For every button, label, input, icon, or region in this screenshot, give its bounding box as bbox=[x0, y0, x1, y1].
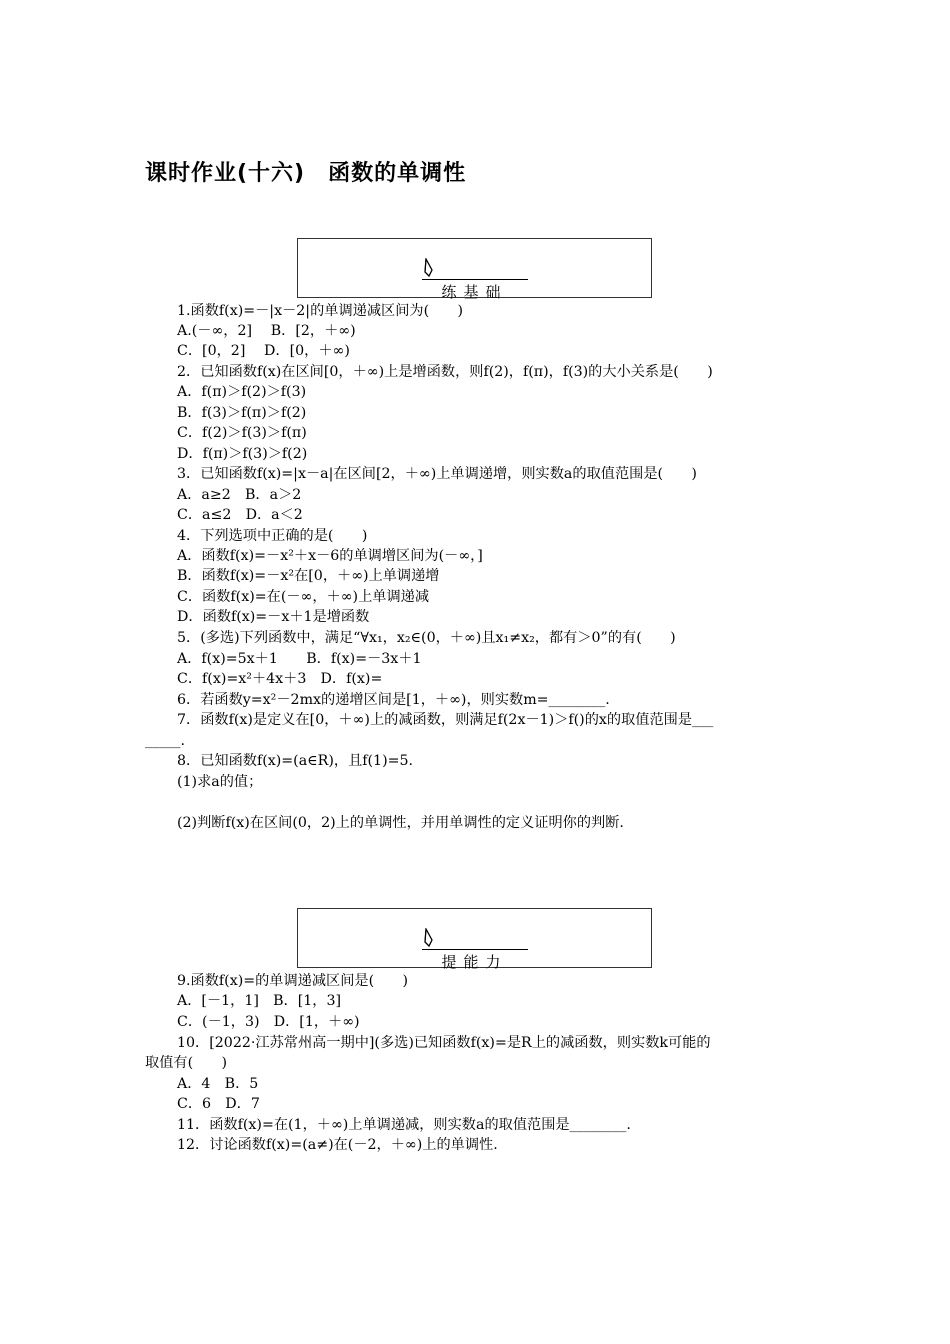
option-line: B．函数f(x)=－x²在[0，＋∞)上单调递增 bbox=[177, 568, 440, 584]
option-line: C．(－1，3) D．[1，＋∞) bbox=[177, 1014, 360, 1030]
section-rule bbox=[422, 949, 528, 950]
option-line: A.(－∞，2] B．[2，＋∞) bbox=[177, 323, 356, 339]
question-10-continued: 取值有( ) bbox=[145, 1055, 228, 1071]
question-2: 2．已知函数f(x)在区间[0，＋∞)上是增函数，则f(2)，f(π)，f(3)的大小关系是( ) bbox=[177, 364, 713, 380]
option-line: C．a≤2 D．a＜2 bbox=[177, 507, 303, 523]
question-7: 7．函数f(x)是定义在[0，＋∞)上的减函数，则满足f(2x－1)＞f()的x的取值范围是___ bbox=[177, 712, 714, 728]
option-line: C．函数f(x)=在(－∞，＋∞)上单调递减 bbox=[177, 589, 430, 605]
sub-question: (2)判断f(x)在区间(0，2)上的单调性，并用单调性的定义证明你的判断. bbox=[177, 815, 624, 831]
option-line: C．f(2)＞f(3)＞f(π) bbox=[177, 425, 307, 441]
option-line: A．[－1，1] B．[1，3] bbox=[177, 993, 342, 1009]
section-label: 练基础 bbox=[441, 283, 508, 301]
section-label: 提能力 bbox=[441, 953, 508, 971]
pencil-icon bbox=[423, 928, 435, 948]
pencil-icon bbox=[423, 258, 435, 278]
option-line: A．函数f(x)=－x²＋x－6的单调增区间为(－∞，] bbox=[177, 548, 483, 564]
question-8: 8．已知函数f(x)=(a∈R)，且f(1)=5. bbox=[177, 753, 414, 769]
option-line: C．f(x)=x²＋4x＋3 D．f(x)= bbox=[177, 671, 383, 687]
question-12: 12．讨论函数f(x)=(a≠)在(－2，＋∞)上的单调性. bbox=[177, 1137, 498, 1153]
section-rule bbox=[422, 279, 528, 280]
option-line: B．f(3)＞f(π)＞f(2) bbox=[177, 405, 307, 421]
page-title: 课时作业(十六) 函数的单调性 bbox=[145, 161, 467, 186]
question-1: 1.函数f(x)=－|x－2|的单调递减区间为( ) bbox=[177, 303, 464, 319]
option-line: A．4 B．5 bbox=[177, 1076, 259, 1092]
question-5: 5．(多选)下列函数中，满足“∀x₁，x₂∈(0，＋∞)且x₁≠x₂，都有＞0”的有( ) bbox=[177, 630, 676, 646]
sub-question: (1)求a的值； bbox=[177, 774, 263, 790]
option-line: A．f(π)＞f(2)＞f(3) bbox=[177, 384, 307, 400]
option-line: C．6 D．7 bbox=[177, 1096, 260, 1112]
question-7-continued: _____. bbox=[145, 733, 185, 749]
question-9: 9.函数f(x)=的单调递减区间是( ) bbox=[177, 973, 409, 989]
question-6: 6．若函数y=x²－2mx的递增区间是[1，＋∞)，则实数m=________. bbox=[177, 692, 610, 708]
option-line: A．f(x)=5x＋1 B．f(x)=－3x＋1 bbox=[177, 651, 422, 667]
option-line: A．a≥2 B．a＞2 bbox=[177, 487, 302, 503]
question-3: 3．已知函数f(x)=|x－a|在区间[2，＋∞)上单调递增，则实数a的取值范围是( ) bbox=[177, 466, 697, 482]
section-banner-advanced bbox=[297, 908, 652, 971]
option-line: D．f(π)＞f(3)＞f(2) bbox=[177, 446, 308, 462]
section-banner-basics bbox=[297, 238, 652, 301]
question-11: 11．函数f(x)=在(1，＋∞)上单调递减，则实数a的取值范围是________. bbox=[177, 1117, 631, 1133]
question-4: 4．下列选项中正确的是( ) bbox=[177, 528, 368, 544]
question-10: 10．[2022·江苏常州高一期中](多选)已知函数f(x)=是R上的减函数，则实数k可能的 bbox=[177, 1035, 711, 1051]
option-line: D．函数f(x)=－x＋1是增函数 bbox=[177, 609, 370, 625]
option-line: C．[0，2] D．[0，＋∞) bbox=[177, 343, 350, 359]
